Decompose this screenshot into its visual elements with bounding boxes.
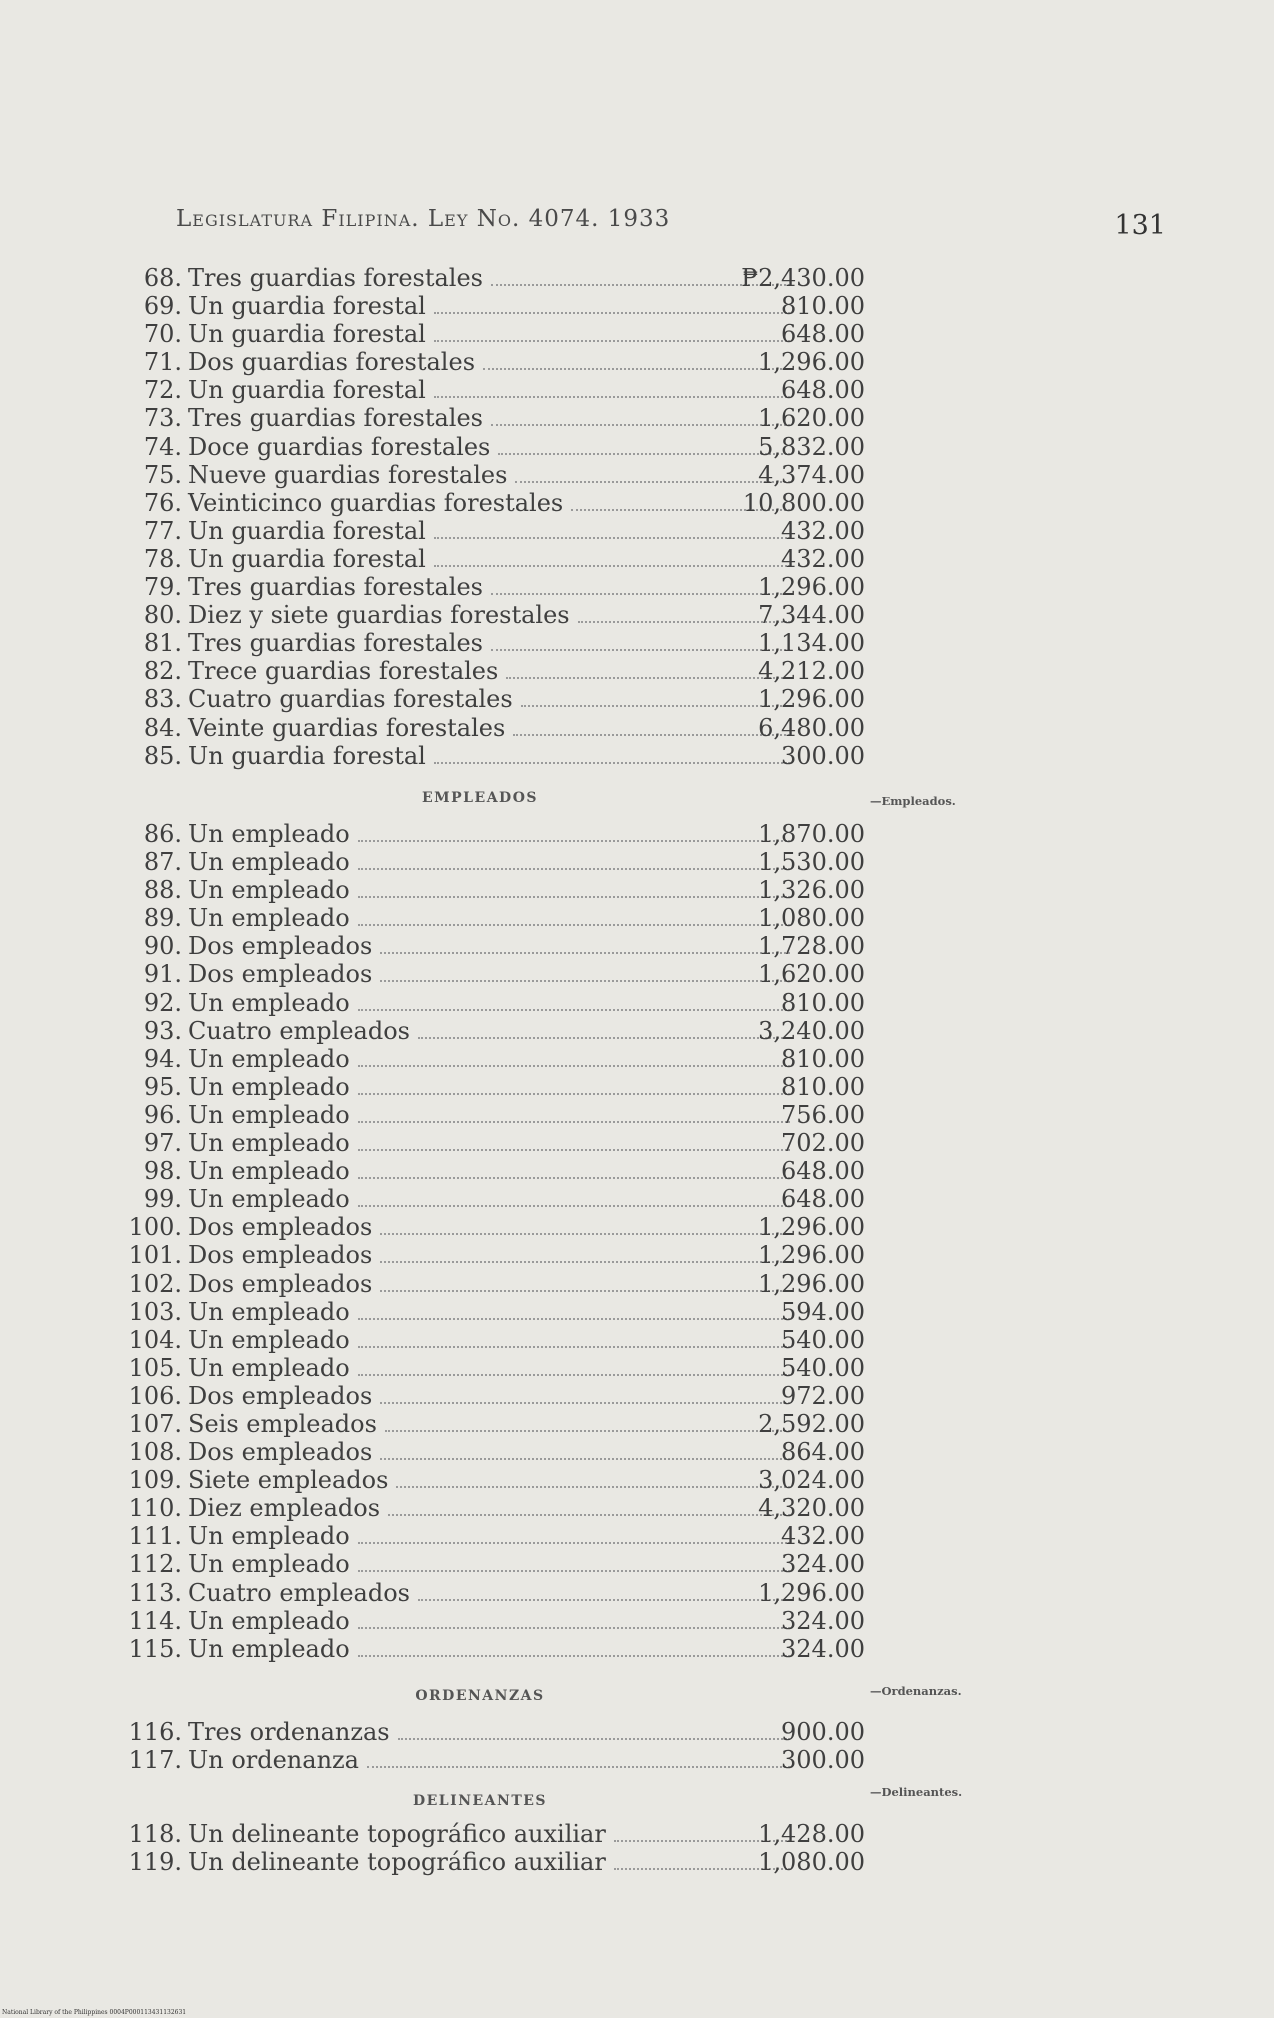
item-description: Un guardia forestal [188,320,790,348]
item-description: Dos empleados [188,1382,790,1410]
item-amount: 810.00 [781,1072,865,1101]
table-row [120,1635,880,1663]
page-number: 131 [1114,210,1166,241]
item-description: Cuatro guardias forestales [188,685,790,713]
item-number: 107. [128,1409,182,1438]
section-title-ordenanzas: ORDENANZAS [415,1688,545,1704]
item-amount: 1,620.00 [758,960,865,989]
table-row [120,1848,880,1876]
item-description: Un empleado [188,1522,790,1550]
table-row [120,1045,880,1073]
item-amount: 1,296.00 [758,685,865,714]
leader-dots [358,1008,790,1011]
item-amount: 648.00 [781,1157,865,1186]
table-row [120,264,880,292]
item-amount: 4,212.00 [758,657,865,686]
table-row [120,1718,880,1746]
item-number: 89. [143,904,182,933]
item-number: 109. [128,1466,182,1495]
item-description: Un empleado [188,1073,790,1101]
item-amount: 1,870.00 [758,820,865,848]
leader-dots [380,1232,790,1235]
table-row [120,320,880,348]
leader-dots [380,951,790,954]
item-description: Doce guardias forestales [188,433,790,461]
table-row [120,404,880,432]
item-number: 77. [143,516,182,545]
item-description: Tres ordenanzas [188,1718,790,1746]
item-description: Dos empleados [188,1213,790,1241]
page-header [176,202,1166,242]
leader-dots [358,1148,790,1151]
item-amount: 6,480.00 [758,713,865,742]
item-number: 69. [143,292,182,321]
leader-dots [358,1120,790,1123]
item-number: 82. [143,657,182,686]
item-number: 88. [143,876,182,905]
item-description: Dos empleados [188,1270,790,1298]
item-number: 87. [143,848,182,877]
leader-dots [358,1626,790,1629]
section-title-empleados: EMPLEADOS [421,790,539,806]
item-number: 68. [143,264,182,292]
item-number: 70. [143,320,182,349]
item-description: Dos empleados [188,1438,790,1466]
item-description: Dos empleados [188,960,790,988]
item-amount: 756.00 [781,1100,865,1129]
item-description: Un empleado [188,1157,790,1185]
table-row [120,1354,880,1382]
table-row [120,1494,880,1522]
item-description: Cuatro empleados [188,1579,790,1607]
leader-dots [358,1373,790,1376]
leader-dots [380,1401,790,1404]
item-number: 72. [143,376,182,405]
item-amount: 594.00 [781,1297,865,1326]
leader-dots [396,1485,790,1488]
table-row [120,1129,880,1157]
table-row [120,489,880,517]
table-row [120,601,880,629]
table-row [120,1270,880,1298]
item-number: 83. [143,685,182,714]
item-description: Tres guardias forestales [188,404,790,432]
item-description: Veinte guardias forestales [188,714,790,742]
item-description: Dos guardias forestales [188,348,790,376]
item-amount: 5,832.00 [758,432,865,461]
item-amount: 900.00 [781,1718,865,1746]
leader-dots [358,1541,790,1544]
table-row [120,820,880,848]
leader-dots [358,1204,790,1207]
item-description: Dos empleados [188,932,790,960]
item-number: 84. [143,713,182,742]
item-amount: 4,320.00 [758,1494,865,1523]
item-description: Nueve guardias forestales [188,461,790,489]
table-row [120,1466,880,1494]
item-description: Un empleado [188,876,790,904]
table-row [120,904,880,932]
item-amount: 648.00 [781,376,865,405]
item-number: 101. [128,1241,182,1270]
item-description: Trece guardias forestales [188,657,790,685]
item-amount: 2,592.00 [758,1409,865,1438]
item-description: Seis empleados [188,1410,790,1438]
item-number: 115. [128,1634,182,1663]
item-amount: 432.00 [781,544,865,573]
item-number: 86. [143,820,182,848]
list-delineantes [120,1820,880,1876]
table-row [120,657,880,685]
item-number: 119. [128,1848,182,1877]
item-amount: 1,296.00 [758,573,865,602]
item-amount: 324.00 [781,1634,865,1663]
item-amount: 324.00 [781,1606,865,1635]
leader-dots [380,1260,790,1263]
table-row [120,545,880,573]
item-description: Tres guardias forestales [188,573,790,601]
item-number: 112. [128,1550,182,1579]
table-row [120,1438,880,1466]
item-number: 117. [128,1746,182,1775]
item-description: Diez empleados [188,1494,790,1522]
item-number: 116. [128,1718,182,1746]
table-row [120,932,880,960]
leader-dots [385,1429,790,1432]
item-amount: 1,296.00 [758,1269,865,1298]
table-row [120,1746,880,1774]
item-number: 99. [143,1185,182,1214]
table-row [120,348,880,376]
table-row [120,1382,880,1410]
leader-dots [358,1345,790,1348]
table-row [120,1607,880,1635]
table-row [120,573,880,601]
item-number: 114. [128,1606,182,1635]
item-amount: 300.00 [781,1746,865,1775]
table-row [120,1213,880,1241]
item-number: 85. [143,741,182,770]
item-description: Un guardia forestal [188,545,790,573]
margin-note-ordenanzas: —Ordenanzas. [870,1684,962,1698]
item-number: 81. [143,629,182,658]
item-amount: 1,326.00 [758,876,865,905]
table-row [120,1579,880,1607]
table-row [120,376,880,404]
item-amount: 1,296.00 [758,1578,865,1607]
item-amount: 3,240.00 [758,1016,865,1045]
item-description: Un guardia forestal [188,376,790,404]
list-empleados [120,820,880,1663]
item-amount: 1,530.00 [758,848,865,877]
table-row [120,433,880,461]
table-row [120,714,880,742]
item-number: 105. [128,1353,182,1382]
item-amount: 1,428.00 [758,1820,865,1848]
item-description: Un empleado [188,1101,790,1129]
leader-dots [358,1064,790,1067]
item-number: 113. [128,1578,182,1607]
table-row [120,1410,880,1438]
table-row [120,685,880,713]
item-number: 74. [143,432,182,461]
item-amount: 1,296.00 [758,348,865,377]
item-number: 110. [128,1494,182,1523]
table-row [120,1157,880,1185]
list-guardias [120,264,880,770]
item-description: Veinticinco guardias forestales [188,489,790,517]
item-number: 111. [128,1522,182,1551]
item-description: Siete empleados [188,1466,790,1494]
table-row [120,1101,880,1129]
item-amount: 702.00 [781,1129,865,1158]
item-amount: 972.00 [781,1381,865,1410]
item-amount: 1,620.00 [758,404,865,433]
item-description: Un guardia forestal [188,742,790,770]
item-amount: 1,080.00 [758,904,865,933]
item-amount: 10,800.00 [742,488,865,517]
leader-dots [358,839,790,842]
item-amount: 864.00 [781,1438,865,1467]
item-description: Un delineante topográfico auxiliar [188,1848,790,1876]
item-number: 94. [143,1044,182,1073]
table-row [120,461,880,489]
table-row [120,1241,880,1269]
list-ordenanzas [120,1718,880,1774]
margin-note-delineantes: —Delineantes. [870,1785,963,1799]
item-number: 108. [128,1438,182,1467]
item-amount: 810.00 [781,988,865,1017]
table-row [120,1326,880,1354]
table-row [120,292,880,320]
item-amount: 810.00 [781,1044,865,1073]
item-number: 118. [128,1820,182,1848]
item-number: 71. [143,348,182,377]
item-amount: 4,374.00 [758,460,865,489]
item-amount: 1,728.00 [758,932,865,961]
leader-dots [367,1765,790,1768]
item-description: Un empleado [188,904,790,932]
running-head: Legislatura Filipina. Ley No. 4074. 1933 [176,206,671,232]
item-description: Un empleado [188,1635,790,1663]
table-row [120,989,880,1017]
item-number: 91. [143,960,182,989]
item-description: Un empleado [188,1185,790,1213]
leader-dots [380,979,790,982]
item-description: Tres guardias forestales [188,264,790,292]
item-description: Un empleado [188,1298,790,1326]
item-number: 102. [128,1269,182,1298]
table-row [120,848,880,876]
item-description: Un delineante topográfico auxiliar [188,1820,790,1848]
leader-dots [358,867,790,870]
table-row [120,1073,880,1101]
item-amount: 1,134.00 [758,629,865,658]
table-row [120,1298,880,1326]
item-number: 93. [143,1016,182,1045]
item-number: 95. [143,1072,182,1101]
margin-note-empleados: —Empleados. [870,794,956,808]
item-number: 76. [143,488,182,517]
item-description: Dos empleados [188,1241,790,1269]
item-amount: 1,080.00 [758,1848,865,1877]
leader-dots [358,923,790,926]
leader-dots [358,1092,790,1095]
item-number: 106. [128,1381,182,1410]
item-number: 96. [143,1100,182,1129]
section-title-delineantes: DELINEANTES [412,1793,548,1809]
item-description: Cuatro empleados [188,1017,790,1045]
item-amount: 1,296.00 [758,1213,865,1242]
item-number: 78. [143,544,182,573]
item-amount: 432.00 [781,516,865,545]
table-row [120,517,880,545]
item-number: 103. [128,1297,182,1326]
leader-dots [358,1317,790,1320]
table-row [120,742,880,770]
item-description: Un empleado [188,989,790,1017]
item-description: Tres guardias forestales [188,629,790,657]
item-number: 80. [143,601,182,630]
table-row [120,876,880,904]
table-row [120,1820,880,1848]
item-amount: 1,296.00 [758,1241,865,1270]
item-amount: 300.00 [781,741,865,770]
table-row [120,1185,880,1213]
item-amount: 540.00 [781,1353,865,1382]
scan-credit: National Library of the Philippines 0004P000113431132631 [2,2009,187,2016]
table-row [120,1017,880,1045]
leader-dots [358,1569,790,1572]
item-description: Diez y siete guardias forestales [188,601,790,629]
item-description: Un empleado [188,1607,790,1635]
leader-dots [380,1457,790,1460]
item-number: 75. [143,460,182,489]
item-number: 79. [143,573,182,602]
item-amount: 648.00 [781,320,865,349]
item-number: 97. [143,1129,182,1158]
leader-dots [380,1289,790,1292]
item-description: Un guardia forestal [188,517,790,545]
item-number: 73. [143,404,182,433]
item-amount: 432.00 [781,1522,865,1551]
leader-dots [358,1176,790,1179]
item-description: Un empleado [188,820,790,848]
item-description: Un guardia forestal [188,292,790,320]
item-description: Un ordenanza [188,1746,790,1774]
item-number: 100. [128,1213,182,1242]
table-row [120,629,880,657]
item-amount: 648.00 [781,1185,865,1214]
item-number: 92. [143,988,182,1017]
item-number: 98. [143,1157,182,1186]
item-amount: 810.00 [781,292,865,321]
item-amount: 7,344.00 [758,601,865,630]
leader-dots [358,895,790,898]
leader-dots [358,1654,790,1657]
item-description: Un empleado [188,1326,790,1354]
item-amount: ₱2,430.00 [741,264,865,292]
item-number: 90. [143,932,182,961]
item-description: Un empleado [188,848,790,876]
item-description: Un empleado [188,1129,790,1157]
leader-dots [398,1737,790,1740]
item-description: Un empleado [188,1550,790,1578]
item-description: Un empleado [188,1045,790,1073]
item-amount: 3,024.00 [758,1466,865,1495]
table-row [120,1522,880,1550]
item-amount: 324.00 [781,1550,865,1579]
leader-dots [388,1513,790,1516]
item-amount: 540.00 [781,1325,865,1354]
table-row [120,960,880,988]
table-row [120,1550,880,1578]
item-description: Un empleado [188,1354,790,1382]
item-number: 104. [128,1325,182,1354]
